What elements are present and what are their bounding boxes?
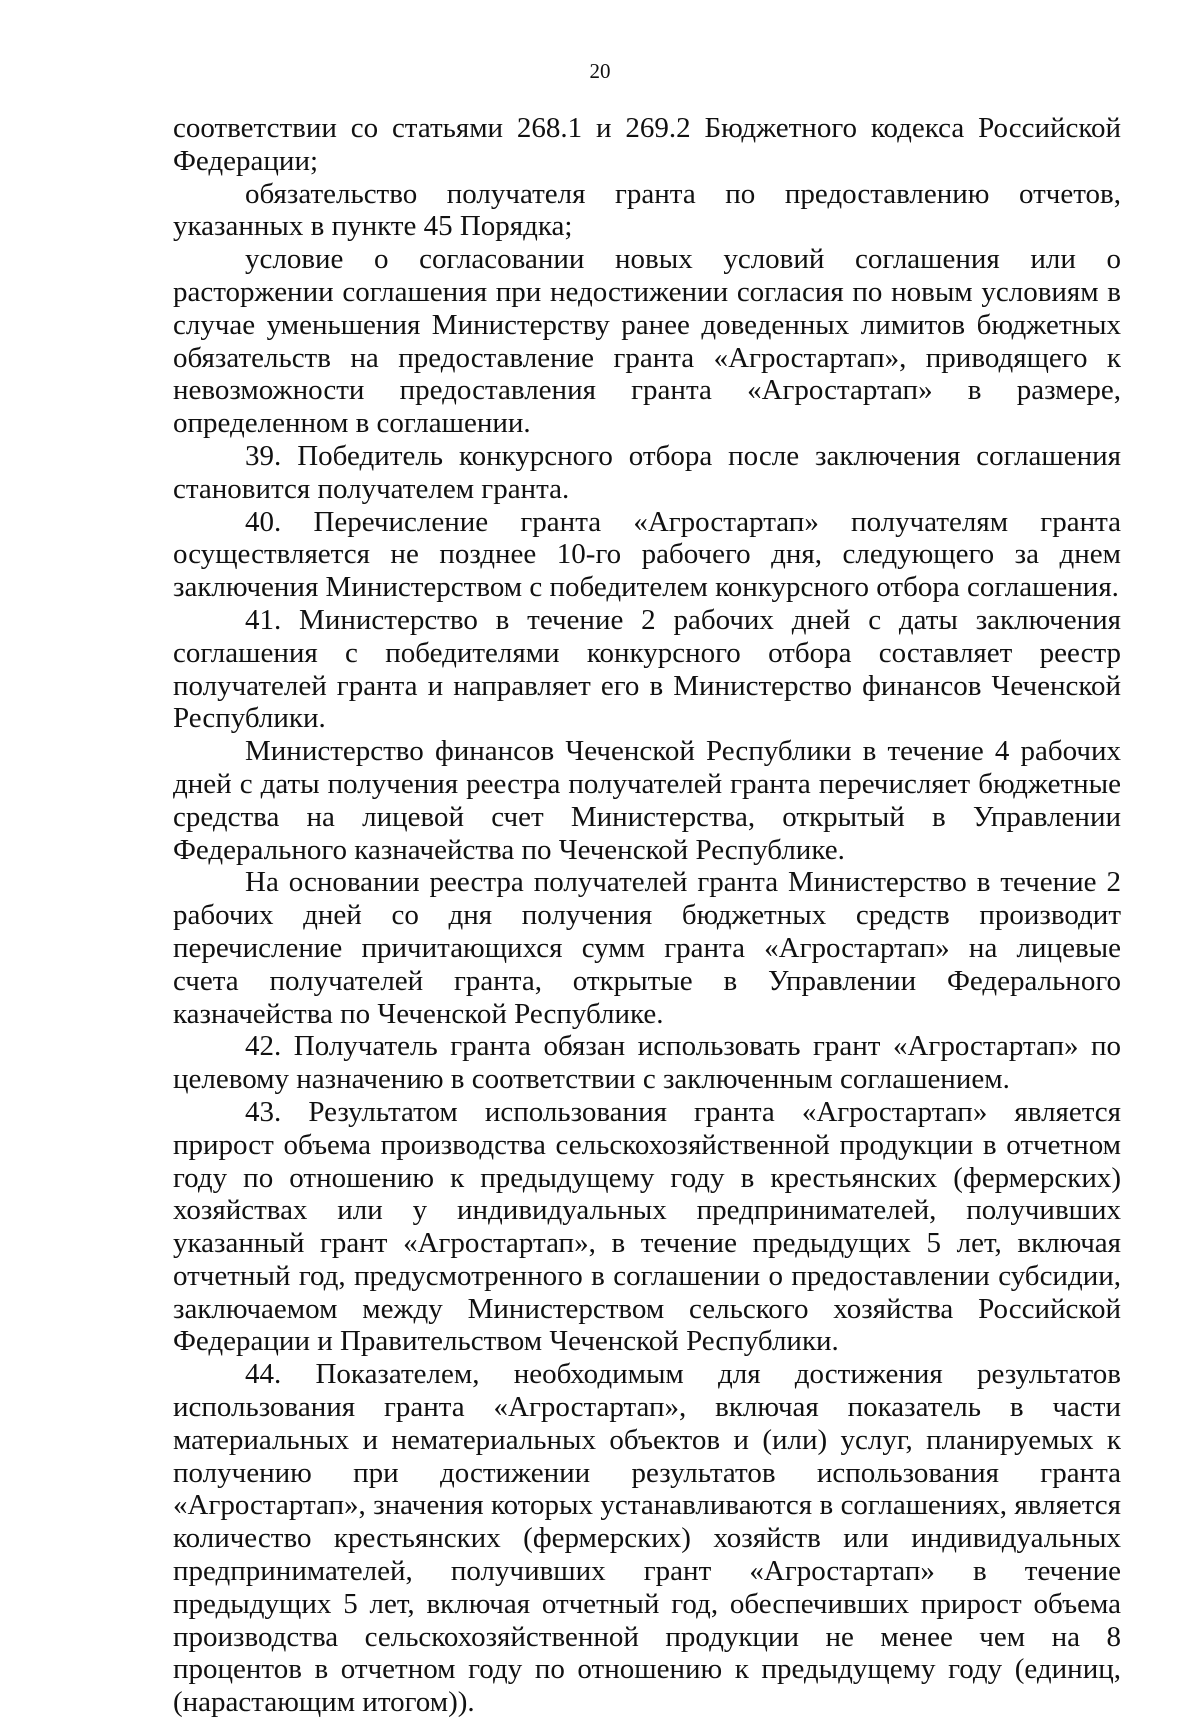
paragraph-agreement-condition: условие о согласовании новых условий соглашения или о расторжении соглашения при недостижении согласия по новым условиям в случае уменьшения Министерству ранее доведенных лимитов бюджетных обязательств на предоставление гранта «Агростартап», приводящего к невозможности предоставления гранта «Агростартап» в размере, определенном в соглашении. — [173, 243, 1121, 440]
paragraph-41: 41. Министерство в течение 2 рабочих дней с даты заключения соглашения с победителями конкурсного отбора составляет реестр получателей гранта и направляет его в Министерство финансов Чеченской Республики. — [173, 603, 1121, 735]
page-number: 20 — [589, 59, 611, 83]
document-body — [173, 112, 1121, 1719]
paragraph-41-transfer: На основании реестра получателей гранта Министерство в течение 2 рабочих дней со дня получения бюджетных средств производит перечисление причитающихся сумм гранта «Агростартап» на лицевые счета получателей гранта, открытые в Управлении Федерального казначейства по Чеченской Республике. — [173, 866, 1121, 1030]
paragraph-43: 43. Результатом использования гранта «Агростартап» является прирост объема производства сельскохозяйственной продукции в отчетном году по отношению к предыдущему году в крестьянских (фермерских) хозяйствах или у индивидуальных предпринимателей, получивших указанный грант «Агростартап», в течение предыдущих 5 лет, включая отчетный год, предусмотренного в соглашении о предоставлении субсидии, заключаемом между Министерством сельского хозяйства Российской Федерации и Правительством Чеченской Республики. — [173, 1095, 1121, 1358]
paragraph-continuation: соответствии со статьями 268.1 и 269.2 Бюджетного кодекса Российской Федерации; — [173, 112, 1121, 177]
paragraph-40: 40. Перечисление гранта «Агростартап» получателям гранта осуществляется не позднее 10-го рабочего дня, следующего за днем заключения Министерством с победителем конкурсного отбора соглашения. — [173, 505, 1121, 604]
paragraph-reporting-obligation: обязательство получателя гранта по предоставлению отчетов, указанных в пункте 45 Порядка; — [173, 177, 1121, 243]
paragraph-44: 44. Показателем, необходимым для достижения результатов использования гранта «Агростартап», включая показатель в части материальных и нематериальных объектов и (или) услуг, планируемых к получению при достижении результатов использования гранта «Агростартап», значения которых устанавливаются в соглашениях, является количество крестьянских (фермерских) хозяйств или индивидуальных предпринимателей, получивших грант «Агростартап» в течение предыдущих 5 лет, включая отчетный год, обеспечивших прирост объема производства сельскохозяйственной продукции не менее чем на 8 процентов в отчетном году по отношению к предыдущему году (единиц, (нарастающим итогом)). — [173, 1358, 1121, 1719]
paragraph-41-finance-ministry: Министерство финансов Чеченской Республики в течение 4 рабочих дней с даты получения реестра получателей гранта перечисляет бюджетные средства на лицевой счет Министерства, открытый в Управлении Федерального казначейства по Чеченской Республике. — [173, 735, 1121, 866]
paragraph-39: 39. Победитель конкурсного отбора после заключения соглашения становится получателем гранта. — [173, 439, 1121, 505]
paragraph-42: 42. Получатель гранта обязан использовать грант «Агростартап» по целевому назначению в соответствии с заключенным соглашением. — [173, 1030, 1121, 1096]
